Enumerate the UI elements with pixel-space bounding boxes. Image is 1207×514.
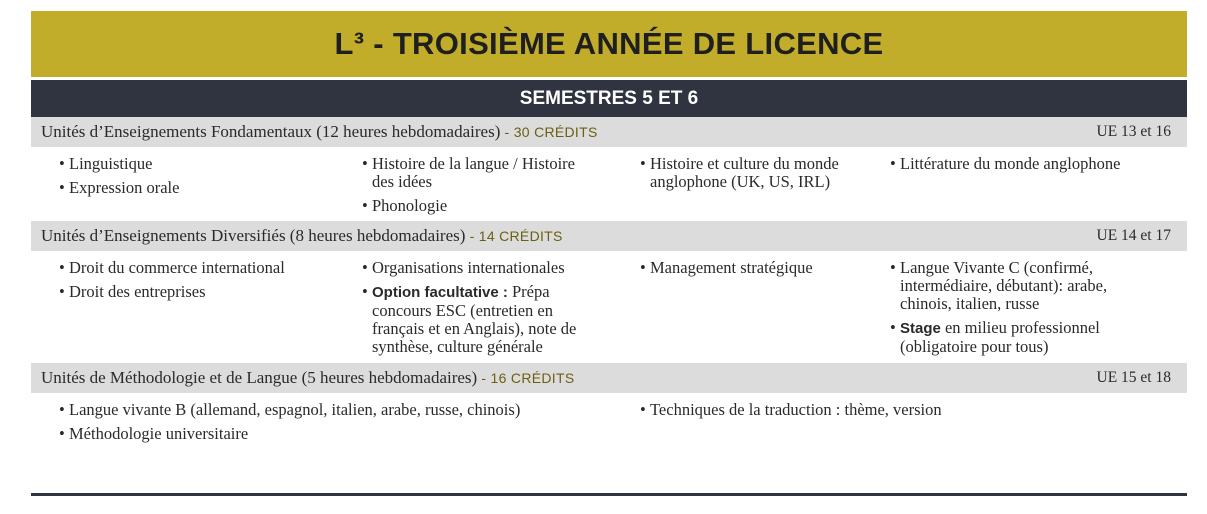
section-header-diversifies: [31, 221, 1187, 251]
list-item: • Langue Vivante C (confirmé, intermédiaire, débutant): arabe, chinois, italien, russe: [890, 259, 1150, 313]
credits-label: - 16 CRÉDITS: [477, 370, 575, 386]
list-item: • Phonologie: [362, 197, 582, 215]
list-item: • Littérature du monde anglophone: [890, 155, 1180, 173]
section-heading: Unités d’Enseignements Fondamentaux (12 heures hebdomadaires) - 30 CRÉDITS: [41, 122, 598, 141]
list-item: • Langue vivante B (allemand, espagnol, italien, arabe, russe, chinois): [59, 401, 619, 419]
program-table: [31, 11, 1187, 473]
ue-code: UE 14 et 17: [1096, 227, 1171, 244]
list-item: • Linguistique: [59, 155, 349, 173]
list-item: • Techniques de la traduction : thème, version: [640, 401, 1060, 419]
section-heading: Unités de Méthodologie et de Langue (5 heures hebdomadaires) - 16 CRÉDITS: [41, 368, 575, 387]
list-item: • Droit des entreprises: [59, 283, 359, 301]
section-header-methodologie: [31, 363, 1187, 393]
section-body-fondamentaux: [31, 147, 1187, 221]
ue-code: UE 15 et 18: [1096, 369, 1171, 386]
section-body-diversifies: [31, 251, 1187, 363]
credits-label: - 14 CRÉDITS: [465, 228, 563, 244]
list-item: • Histoire et culture du monde anglophone (UK, US, IRL): [640, 155, 850, 191]
list-item: • Organisations internationales: [362, 259, 602, 277]
list-item: • Méthodologie universitaire: [59, 425, 619, 443]
section-body-methodologie: [31, 393, 1187, 473]
page-title: L³ - TROISIÈME ANNÉE DE LICENCE: [31, 11, 1187, 77]
section-header-fondamentaux: [31, 117, 1187, 147]
credits-label: - 30 CRÉDITS: [500, 124, 598, 140]
stage-item: [890, 319, 1150, 356]
list-item: • Histoire de la langue / Histoire des idées: [362, 155, 582, 191]
semester-banner: SEMESTRES 5 ET 6: [31, 80, 1187, 117]
list-item: • Expression orale: [59, 179, 349, 197]
option-text: Prépa concours ESC (entretien en français et en Anglais), note de synthèse, culture générale: [372, 282, 577, 356]
ue-code: UE 13 et 16: [1096, 123, 1171, 140]
section-heading: Unités d’Enseignements Diversifiés (8 heures hebdomadaires) - 14 CRÉDITS: [41, 226, 563, 245]
list-item: • Droit du commerce international: [59, 259, 359, 277]
option-item: [362, 283, 602, 356]
list-item: • Management stratégique: [640, 259, 870, 277]
stage-label: Stage: [900, 320, 941, 337]
option-label: Option facultative :: [372, 284, 508, 301]
stage-text: en milieu professionnel (obligatoire pour tous): [900, 318, 1100, 356]
bottom-rule: [31, 493, 1187, 496]
